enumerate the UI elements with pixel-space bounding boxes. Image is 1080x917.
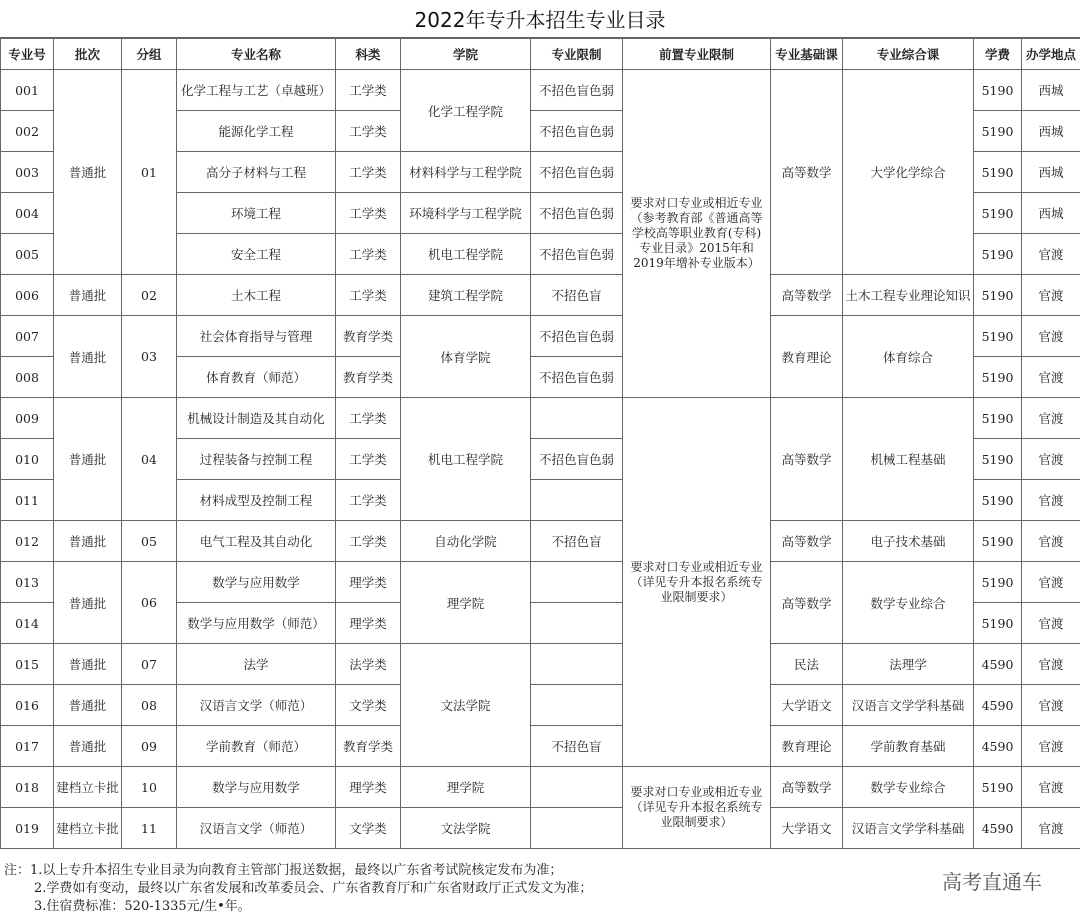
cell-batch: 普通批 <box>54 562 122 644</box>
header-batch: 批次 <box>54 39 122 70</box>
cell-group: 11 <box>122 808 177 849</box>
table-row <box>1 767 1080 808</box>
table-row <box>1 685 1080 726</box>
cell-basic: 高等数学 <box>771 398 843 521</box>
header-campus: 办学地点 <box>1022 39 1080 70</box>
header-group: 分组 <box>122 39 177 70</box>
cell-fee: 5190 <box>974 70 1022 111</box>
cell-category: 教育学类 <box>336 316 401 357</box>
cell-college: 理学院 <box>401 767 531 808</box>
cell-restriction: 不招色盲 <box>531 521 623 562</box>
cell-campus: 官渡 <box>1022 439 1080 480</box>
table-row <box>1 70 1080 111</box>
footnotes <box>4 862 592 916</box>
cell-college: 理学院 <box>401 562 531 644</box>
cell-basic: 高等数学 <box>771 521 843 562</box>
major-catalog-table <box>0 38 1080 849</box>
cell-comp: 土木工程专业理论知识 <box>843 275 974 316</box>
cell-fee: 4590 <box>974 808 1022 849</box>
cell-category: 文学类 <box>336 808 401 849</box>
cell-restriction: 不招色盲色弱 <box>531 111 623 152</box>
table-header-row <box>1 39 1080 70</box>
watermark: 高考直通车 <box>942 870 1042 894</box>
cell-fee: 5190 <box>974 439 1022 480</box>
cell-no: 001 <box>1 70 54 111</box>
cell-category: 工学类 <box>336 111 401 152</box>
cell-name: 高分子材料与工程 <box>177 152 336 193</box>
cell-batch: 普通批 <box>54 685 122 726</box>
cell-comp: 汉语言文学学科基础 <box>843 808 974 849</box>
cell-campus: 官渡 <box>1022 767 1080 808</box>
header-restriction: 专业限制 <box>531 39 623 70</box>
cell-fee: 5190 <box>974 357 1022 398</box>
cell-batch: 普通批 <box>54 521 122 562</box>
cell-no: 008 <box>1 357 54 398</box>
table-row <box>1 562 1080 603</box>
header-basic: 专业基础课 <box>771 39 843 70</box>
cell-category: 工学类 <box>336 275 401 316</box>
cell-basic: 高等数学 <box>771 70 843 275</box>
cell-fee: 5190 <box>974 316 1022 357</box>
cell-name: 机械设计制造及其自动化 <box>177 398 336 439</box>
cell-campus: 官渡 <box>1022 603 1080 644</box>
cell-no: 019 <box>1 808 54 849</box>
cell-campus: 官渡 <box>1022 726 1080 767</box>
cell-campus: 官渡 <box>1022 316 1080 357</box>
cell-fee: 4590 <box>974 726 1022 767</box>
cell-campus: 官渡 <box>1022 562 1080 603</box>
cell-fee: 4590 <box>974 685 1022 726</box>
cell-restriction: 不招色盲色弱 <box>531 70 623 111</box>
cell-campus: 官渡 <box>1022 644 1080 685</box>
cell-name: 能源化学工程 <box>177 111 336 152</box>
cell-category: 工学类 <box>336 521 401 562</box>
cell-category: 文学类 <box>336 685 401 726</box>
cell-name: 土木工程 <box>177 275 336 316</box>
cell-group: 10 <box>122 767 177 808</box>
cell-restriction <box>531 562 623 603</box>
cell-basic: 大学语文 <box>771 808 843 849</box>
cell-no: 016 <box>1 685 54 726</box>
cell-name: 过程装备与控制工程 <box>177 439 336 480</box>
cell-name: 安全工程 <box>177 234 336 275</box>
cell-comp: 学前教育基础 <box>843 726 974 767</box>
cell-name: 环境工程 <box>177 193 336 234</box>
cell-name: 化学工程与工艺（卓越班） <box>177 70 336 111</box>
table-row <box>1 808 1080 849</box>
cell-campus: 官渡 <box>1022 685 1080 726</box>
cell-name: 体育教育（师范） <box>177 357 336 398</box>
cell-name: 法学 <box>177 644 336 685</box>
cell-category: 工学类 <box>336 152 401 193</box>
cell-campus: 西城 <box>1022 111 1080 152</box>
cell-group: 03 <box>122 316 177 398</box>
cell-campus: 官渡 <box>1022 398 1080 439</box>
cell-college: 自动化学院 <box>401 521 531 562</box>
cell-college: 体育学院 <box>401 316 531 398</box>
cell-comp: 数学专业综合 <box>843 767 974 808</box>
cell-campus: 官渡 <box>1022 521 1080 562</box>
cell-group: 07 <box>122 644 177 685</box>
cell-name: 数学与应用数学 <box>177 562 336 603</box>
cell-batch: 建档立卡批 <box>54 808 122 849</box>
cell-no: 003 <box>1 152 54 193</box>
header-fee: 学费 <box>974 39 1022 70</box>
cell-group: 08 <box>122 685 177 726</box>
cell-restriction: 不招色盲色弱 <box>531 193 623 234</box>
footnote-3: 3.住宿费标准：520-1335元/生•年。 <box>34 899 251 914</box>
cell-comp: 大学化学综合 <box>843 70 974 275</box>
cell-fee: 5190 <box>974 275 1022 316</box>
cell-basic: 大学语文 <box>771 685 843 726</box>
cell-batch: 普通批 <box>54 316 122 398</box>
cell-group: 05 <box>122 521 177 562</box>
cell-no: 018 <box>1 767 54 808</box>
header-prereq: 前置专业限制 <box>623 39 771 70</box>
cell-campus: 官渡 <box>1022 234 1080 275</box>
cell-restriction: 不招色盲色弱 <box>531 357 623 398</box>
cell-group: 02 <box>122 275 177 316</box>
cell-category: 工学类 <box>336 70 401 111</box>
table-row <box>1 275 1080 316</box>
cell-no: 007 <box>1 316 54 357</box>
cell-campus: 官渡 <box>1022 275 1080 316</box>
cell-comp: 体育综合 <box>843 316 974 398</box>
cell-prereq: 要求对口专业或相近专业 （详见专升本报名系统专业限制要求） <box>623 767 771 849</box>
cell-name: 数学与应用数学（师范） <box>177 603 336 644</box>
cell-comp: 法理学 <box>843 644 974 685</box>
cell-college: 文法学院 <box>401 644 531 767</box>
cell-category: 教育学类 <box>336 726 401 767</box>
cell-fee: 5190 <box>974 398 1022 439</box>
cell-restriction: 不招色盲色弱 <box>531 316 623 357</box>
cell-restriction: 不招色盲色弱 <box>531 439 623 480</box>
header-no: 专业号 <box>1 39 54 70</box>
cell-name: 学前教育（师范） <box>177 726 336 767</box>
cell-group: 01 <box>122 70 177 275</box>
table-row <box>1 398 1080 439</box>
cell-campus: 官渡 <box>1022 357 1080 398</box>
cell-batch: 普通批 <box>54 644 122 685</box>
cell-group: 09 <box>122 726 177 767</box>
cell-category: 理学类 <box>336 767 401 808</box>
header-comp: 专业综合课 <box>843 39 974 70</box>
cell-restriction: 不招色盲色弱 <box>531 234 623 275</box>
cell-category: 工学类 <box>336 193 401 234</box>
cell-group: 06 <box>122 562 177 644</box>
cell-fee: 5190 <box>974 562 1022 603</box>
cell-category: 工学类 <box>336 439 401 480</box>
cell-restriction <box>531 767 623 808</box>
cell-campus: 西城 <box>1022 152 1080 193</box>
cell-comp: 电子技术基础 <box>843 521 974 562</box>
cell-category: 工学类 <box>336 398 401 439</box>
cell-batch: 普通批 <box>54 70 122 275</box>
table-row <box>1 726 1080 767</box>
page-title: 2022年专升本招生专业目录 <box>0 0 1080 38</box>
cell-category: 工学类 <box>336 234 401 275</box>
cell-campus: 官渡 <box>1022 808 1080 849</box>
footnote-1: 注：1.以上专升本招生专业目录为向教育主管部门报送数据，最终以广东省考试院核定发布为准； <box>4 863 563 878</box>
cell-basic: 民法 <box>771 644 843 685</box>
cell-batch: 普通批 <box>54 275 122 316</box>
cell-no: 013 <box>1 562 54 603</box>
cell-no: 002 <box>1 111 54 152</box>
cell-restriction <box>531 480 623 521</box>
table-row <box>1 644 1080 685</box>
cell-fee: 5190 <box>974 767 1022 808</box>
cell-no: 010 <box>1 439 54 480</box>
cell-no: 012 <box>1 521 54 562</box>
cell-no: 011 <box>1 480 54 521</box>
cell-category: 法学类 <box>336 644 401 685</box>
cell-group: 04 <box>122 398 177 521</box>
cell-college: 化学工程学院 <box>401 70 531 152</box>
cell-batch: 建档立卡批 <box>54 767 122 808</box>
cell-name: 社会体育指导与管理 <box>177 316 336 357</box>
cell-category: 理学类 <box>336 603 401 644</box>
cell-comp: 机械工程基础 <box>843 398 974 521</box>
cell-campus: 西城 <box>1022 70 1080 111</box>
cell-fee: 5190 <box>974 152 1022 193</box>
cell-basic: 高等数学 <box>771 275 843 316</box>
cell-restriction: 不招色盲 <box>531 726 623 767</box>
header-name: 专业名称 <box>177 39 336 70</box>
cell-fee: 4590 <box>974 644 1022 685</box>
cell-basic: 高等数学 <box>771 767 843 808</box>
cell-fee: 5190 <box>974 521 1022 562</box>
cell-no: 015 <box>1 644 54 685</box>
cell-college: 材料科学与工程学院 <box>401 152 531 193</box>
cell-fee: 5190 <box>974 603 1022 644</box>
cell-fee: 5190 <box>974 234 1022 275</box>
cell-restriction: 不招色盲 <box>531 275 623 316</box>
cell-fee: 5190 <box>974 480 1022 521</box>
cell-category: 教育学类 <box>336 357 401 398</box>
cell-fee: 5190 <box>974 111 1022 152</box>
cell-name: 电气工程及其自动化 <box>177 521 336 562</box>
cell-batch: 普通批 <box>54 726 122 767</box>
cell-comp: 汉语言文学学科基础 <box>843 685 974 726</box>
cell-fee: 5190 <box>974 193 1022 234</box>
cell-college: 环境科学与工程学院 <box>401 193 531 234</box>
cell-college: 机电工程学院 <box>401 398 531 521</box>
header-category: 科类 <box>336 39 401 70</box>
cell-college: 机电工程学院 <box>401 234 531 275</box>
cell-name: 汉语言文学（师范） <box>177 685 336 726</box>
cell-college: 文法学院 <box>401 808 531 849</box>
cell-restriction <box>531 644 623 685</box>
cell-no: 004 <box>1 193 54 234</box>
cell-basic: 高等数学 <box>771 562 843 644</box>
header-college: 学院 <box>401 39 531 70</box>
cell-prereq: 要求对口专业或相近专业 （详见专升本报名系统专业限制要求） <box>623 398 771 767</box>
cell-campus: 西城 <box>1022 193 1080 234</box>
cell-comp: 数学专业综合 <box>843 562 974 644</box>
cell-name: 汉语言文学（师范） <box>177 808 336 849</box>
cell-no: 005 <box>1 234 54 275</box>
cell-category: 工学类 <box>336 480 401 521</box>
table-row <box>1 521 1080 562</box>
cell-name: 材料成型及控制工程 <box>177 480 336 521</box>
footnote-2: 2.学费如有变动，最终以广东省发展和改革委员会、广东省教育厅和广东省财政厅正式发文为准； <box>34 881 593 896</box>
cell-no: 017 <box>1 726 54 767</box>
cell-restriction <box>531 685 623 726</box>
cell-restriction <box>531 603 623 644</box>
cell-prereq: 要求对口专业或相近专业（参考教育部《普通高等学校高等职业教育(专科)专业目录》2015年和2019年增补专业版本） <box>623 70 771 398</box>
table-row <box>1 316 1080 357</box>
cell-restriction: 不招色盲色弱 <box>531 152 623 193</box>
cell-campus: 官渡 <box>1022 480 1080 521</box>
cell-name: 数学与应用数学 <box>177 767 336 808</box>
cell-basic: 教育理论 <box>771 726 843 767</box>
cell-no: 009 <box>1 398 54 439</box>
cell-no: 006 <box>1 275 54 316</box>
cell-college: 建筑工程学院 <box>401 275 531 316</box>
cell-basic: 教育理论 <box>771 316 843 398</box>
cell-no: 014 <box>1 603 54 644</box>
cell-category: 理学类 <box>336 562 401 603</box>
cell-batch: 普通批 <box>54 398 122 521</box>
cell-restriction <box>531 808 623 849</box>
cell-restriction <box>531 398 623 439</box>
